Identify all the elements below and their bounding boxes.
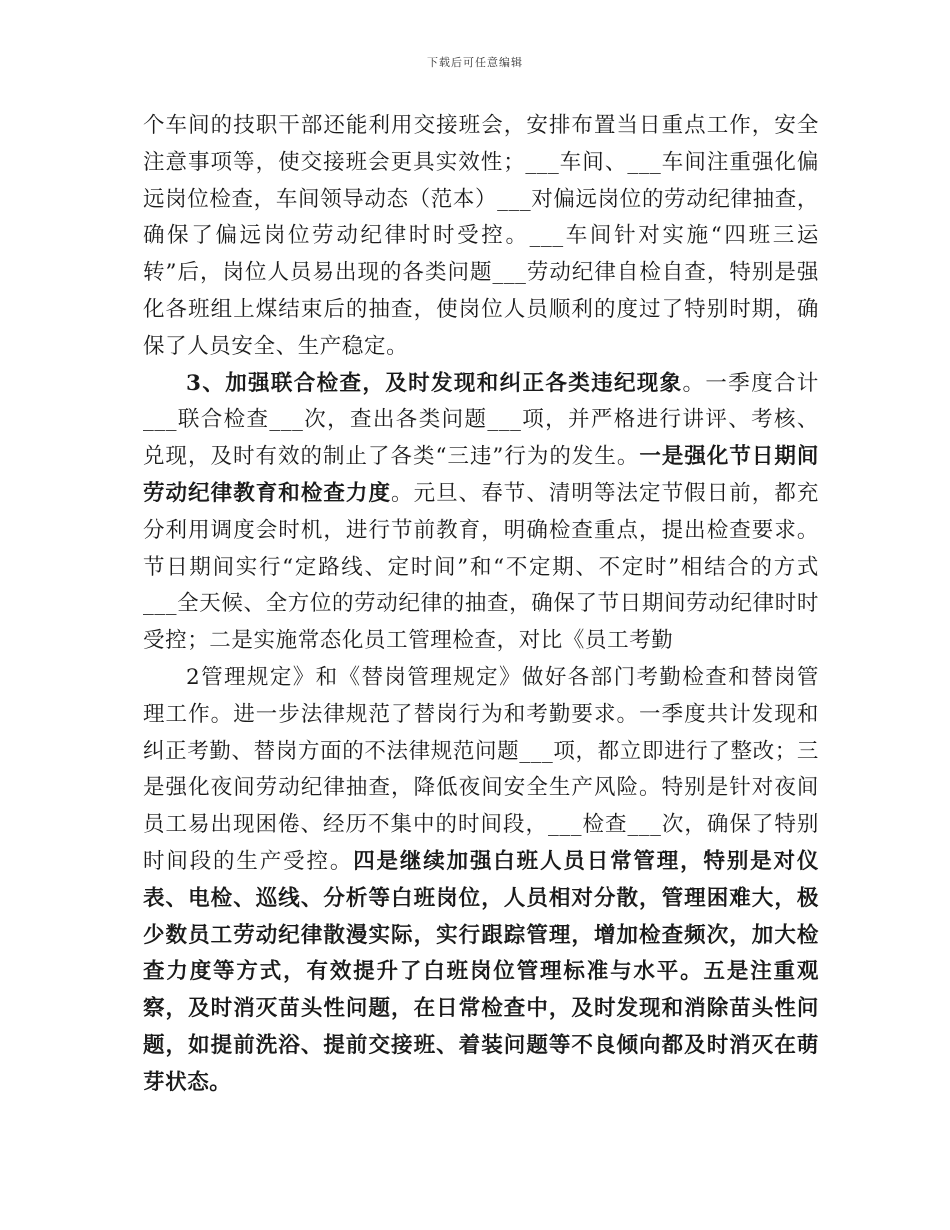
points-four-five-bold: 四是继续加强白班人员日常管理，特别是对仪表、电检、巡线、分析等白班岗位，人员相对分散，管理困难大，极少数员工劳动纪律散漫实际，实行跟踪管理，增加检查频次，加大检查力度等方式，有效提升了白班岗位管理标准与水平。五是注重观察，及时消灭苗头性问题，在日常检查中，及时发现和消除苗头性问题，如提前洗浴、提前交接班、着装问题等不良倾向都及时消灭在萌芽状态。 bbox=[143, 848, 819, 1095]
paragraph-1 bbox=[143, 108, 819, 366]
paragraph-1-text: 个车间的技职干部还能利用交接班会，安排布置当日重点工作，安全注意事项等，使交接班会更具实效性；___车间、___车间注重强化偏远岗位检查，车间领导动态（范本）___对偏远岗位的劳动纪律抽查，确保了偏远岗位劳动纪律时时受控。___车间针对实施“四班三运转”后，岗位人员易出现的各类问题___劳动纪律自检自查，特别是强化各班组上煤结束后的抽查，使岗位人员顺利的度过了特别时期，确保了人员安全、生产稳定。 bbox=[143, 113, 819, 359]
document-body bbox=[143, 108, 819, 1102]
paragraph-2 bbox=[143, 366, 819, 660]
point-one-heading: 一是强化节日期间劳动纪律教育和检查力度 bbox=[143, 444, 819, 506]
paragraph-2-text-a: 。一季度合计___联合检查___次，查出各类问题___项，并严格进行讲评、考核、兑现，及时有效的制止了各类“三违”行为的发生。 bbox=[143, 370, 819, 470]
section-heading-3: 3、加强联合检查，及时发现和纠正各类违纪现象 bbox=[186, 370, 683, 396]
paragraph-3-text: 2管理规定》和《替岗管理规定》做好各部门考勤检查和替岗管理工作。进一步法律规范了替岗行为和考勤要求。一季度共计发现和纠正考勤、替岗方面的不法律规范问题___项，都立即进行了整改；三是强化夜间劳动纪律抽查，降低夜间安全生产风险。特别是针对夜间员工易出现困倦、经历不集中的时间段，___检查___次，确保了特别时间段的生产受控。 bbox=[143, 664, 819, 874]
paragraph-2-text-b: 。元旦、春节、清明等法定节假日前，都充分利用调度会时机，进行节前教育，明确检查重点，提出检查要求。节日期间实行“定路线、定时间”和“不定期、不定时”相结合的方式___全天候、全方位的劳动纪律的抽查，确保了节日期间劳动纪律时时受控；二是实施常态化员工管理检查，对比《员工考勤 bbox=[143, 480, 819, 654]
paragraph-3 bbox=[143, 660, 819, 1102]
page-header: 下载后可任意编辑 bbox=[427, 56, 523, 69]
